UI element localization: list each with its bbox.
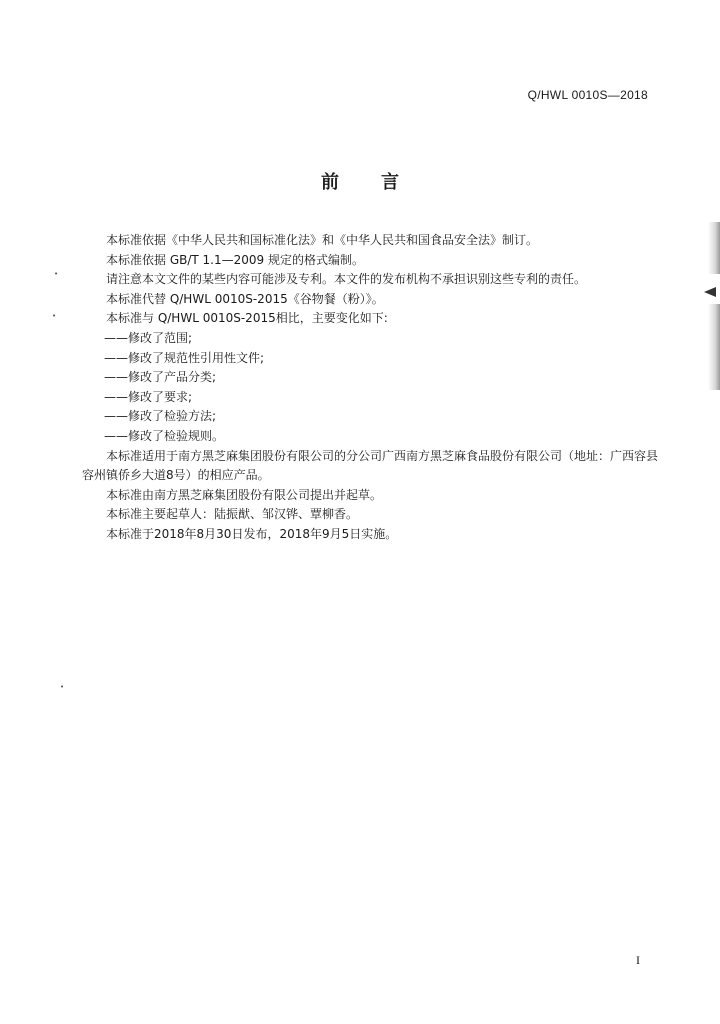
- change-item: ——修改了产品分类;: [104, 370, 217, 385]
- paragraph-law-basis: 本标准依据《中华人民共和国标准化法》和《中华人民共和国食品安全法》制订。: [106, 233, 539, 247]
- page-number: I: [636, 953, 640, 967]
- change-item: ——修改了要求;: [104, 389, 193, 404]
- foreword-body: [82, 231, 658, 545]
- paragraph-patent-notice: 请注意本文文件的某些内容可能涉及专利。本文件的发布机构不承担识别这些专利的责任。: [106, 272, 587, 287]
- page-title: 前言: [321, 172, 441, 193]
- scan-edge-mark: [704, 287, 716, 297]
- paragraph-proposer: 本标准由南方黑芝麻集团股份有限公司提出并起草。: [106, 487, 383, 502]
- scan-speck: •: [60, 683, 65, 691]
- scan-speck: •: [52, 312, 57, 320]
- change-item: ——修改了检验方法;: [104, 409, 217, 424]
- paragraph-changes-intro: 本标准与 Q/HWL 0010S-2015相比，主要变化如下:: [106, 311, 388, 326]
- paragraph-drafters: 本标准主要起草人：陆振猷、邹汉铧、覃柳香。: [106, 507, 359, 522]
- scan-speck: •: [54, 270, 59, 278]
- paragraph-format-basis: 本标准依据 GB/T 1.1—2009 规定的格式编制。: [106, 252, 364, 267]
- change-item: ——修改了规范性引用性文件;: [104, 350, 265, 365]
- paragraph-scope: 本标准适用于南方黑芝麻集团股份有限公司的分公司广西南方黑芝麻食品股份有限公司（地址：广西容县容州镇侨乡大道8号）的相应产品。: [82, 448, 659, 483]
- paragraph-dates: 本标准于2018年8月30日发布，2018年9月5日实施。: [106, 526, 398, 541]
- paragraph-replaces: 本标准代替 Q/HWL 0010S-2015《谷物餐（粉）》。: [106, 291, 384, 306]
- document-code: Q/HWL 0010S—2018: [527, 88, 648, 102]
- scan-edge-shadow: [708, 304, 720, 390]
- change-item: ——修改了范围;: [104, 330, 193, 345]
- scan-edge-shadow: [708, 222, 720, 274]
- change-item: ——修改了检验规则。: [104, 428, 225, 443]
